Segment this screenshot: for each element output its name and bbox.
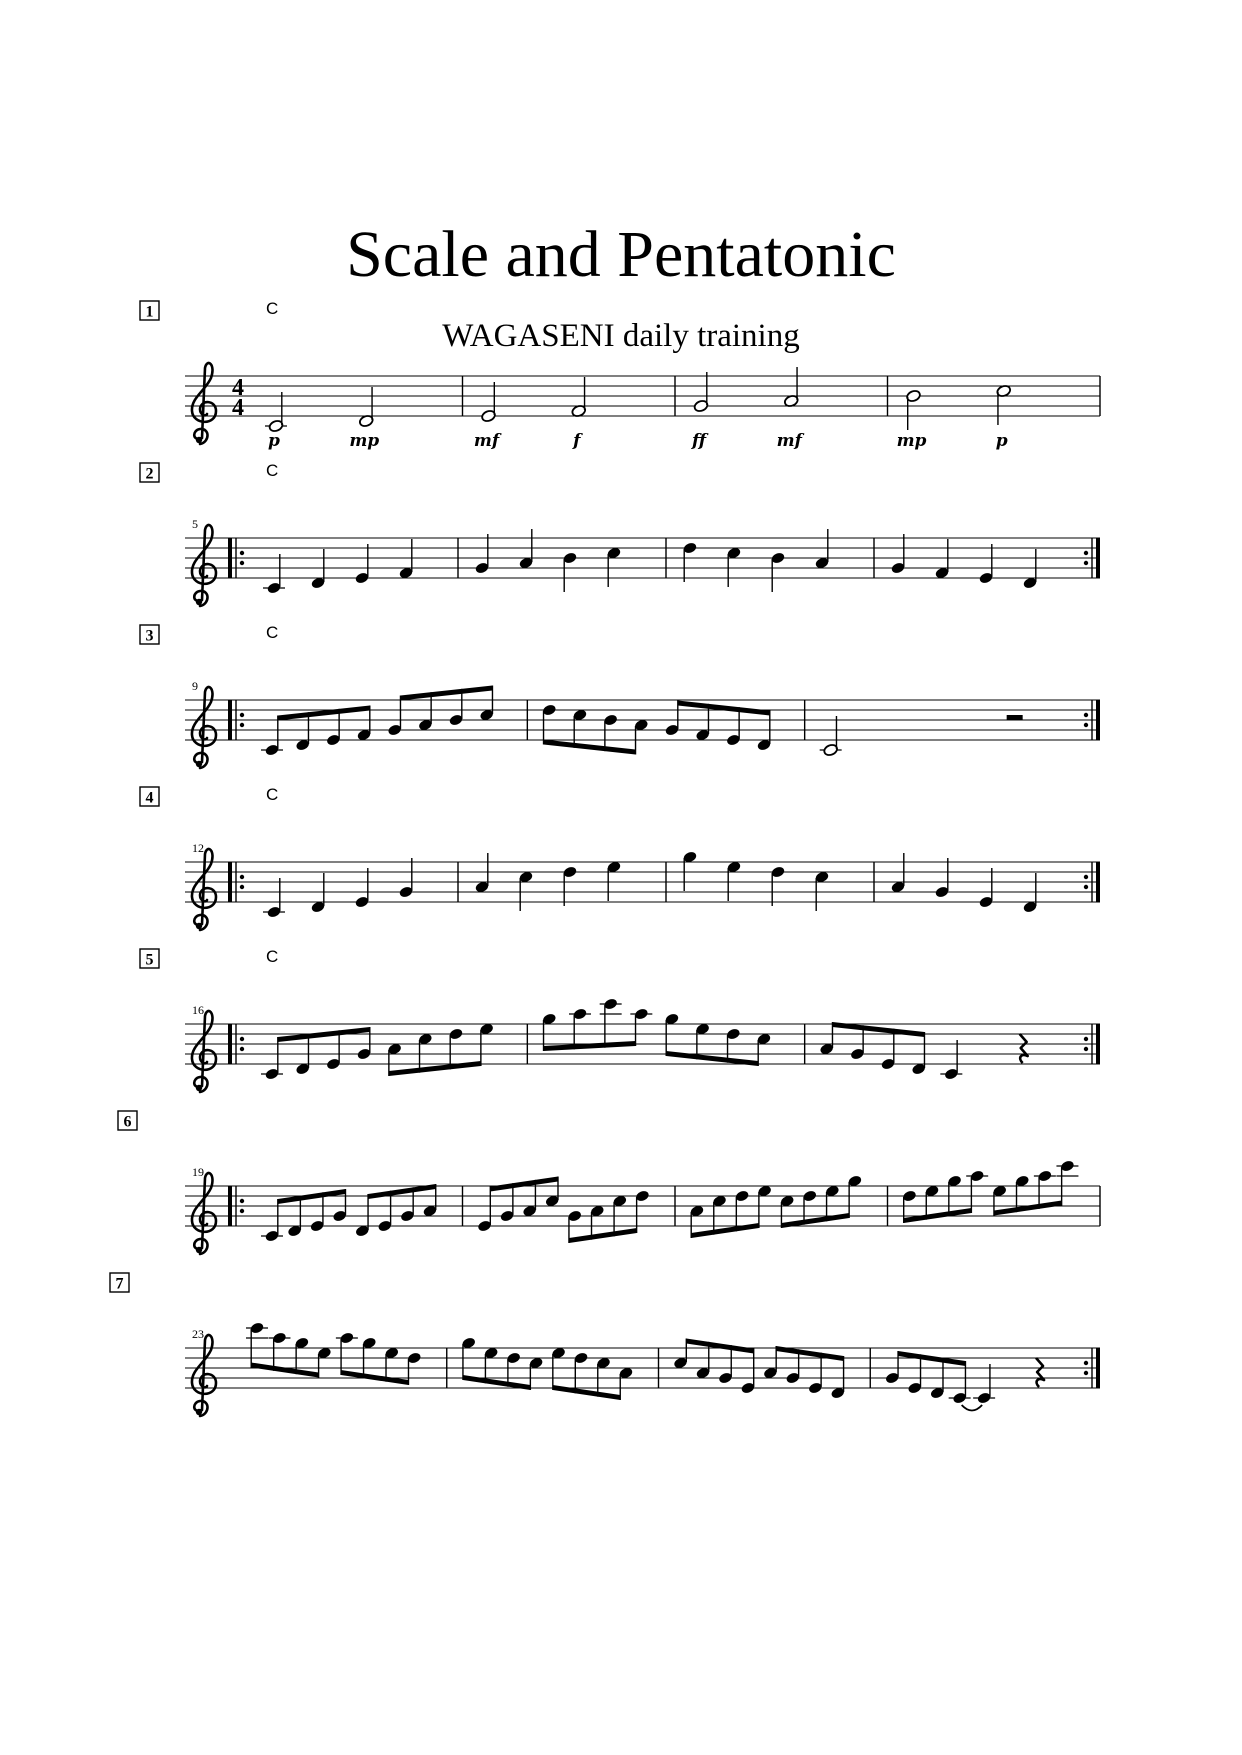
chord-symbol: C xyxy=(266,623,279,642)
time-signature-top: 4 xyxy=(232,375,244,401)
beam xyxy=(686,1339,753,1354)
rehearsal-number: 6 xyxy=(123,1113,132,1131)
dynamic-p: p xyxy=(995,431,1008,451)
treble-clef-icon xyxy=(192,1335,216,1416)
rehearsal-number: 5 xyxy=(145,951,154,969)
measure-number: 16 xyxy=(192,1003,204,1017)
repeat-dot xyxy=(240,885,244,889)
staff xyxy=(185,376,1100,416)
rehearsal-number: 2 xyxy=(145,465,154,483)
rehearsal-number: 7 xyxy=(115,1275,124,1293)
measure-number: 19 xyxy=(192,1165,204,1179)
tie xyxy=(962,1405,982,1411)
repeat-end-thick-bar xyxy=(1096,862,1100,902)
beam xyxy=(553,1385,620,1400)
repeat-start-thick-bar xyxy=(228,538,232,578)
repeat-dot xyxy=(1084,561,1088,565)
time-signature-bottom: 4 xyxy=(232,395,244,421)
treble-clef-icon xyxy=(192,363,216,444)
repeat-start-thick-bar xyxy=(228,1186,232,1226)
treble-clef-icon xyxy=(192,1173,216,1254)
beam xyxy=(544,740,636,755)
repeat-start-thick-bar xyxy=(228,862,232,902)
repeat-dot xyxy=(240,1199,244,1203)
quarter-rest xyxy=(1036,1358,1044,1387)
beam xyxy=(251,1363,318,1378)
repeat-dot xyxy=(240,713,244,717)
repeat-dot xyxy=(1084,875,1088,879)
staff xyxy=(185,1024,1100,1064)
chord-symbol: C xyxy=(266,461,279,480)
beam xyxy=(389,1061,481,1076)
dynamic-ff: ff xyxy=(691,431,707,451)
dynamic-mf: mf xyxy=(473,431,500,451)
measure-number: 23 xyxy=(192,1327,204,1341)
dynamic-f: f xyxy=(573,431,581,451)
repeat-dot xyxy=(1084,551,1088,555)
beam xyxy=(691,1223,759,1238)
dynamic-p: p xyxy=(268,431,280,451)
dynamic-mp: mp xyxy=(896,431,927,451)
repeat-dot xyxy=(240,561,244,565)
chord-symbol: C xyxy=(266,947,279,966)
rehearsal-number: 1 xyxy=(145,303,154,321)
beam xyxy=(994,1201,1062,1216)
repeat-dot xyxy=(240,1209,244,1213)
repeat-dot xyxy=(240,875,244,879)
repeat-dot xyxy=(1084,1361,1088,1365)
half-rest xyxy=(1007,715,1023,720)
rehearsal-number: 3 xyxy=(145,627,154,645)
measure-number: 9 xyxy=(192,679,198,693)
beam xyxy=(490,1177,558,1192)
repeat-dot xyxy=(1084,1047,1088,1051)
repeat-dot xyxy=(240,723,244,727)
chord-symbol: C xyxy=(266,299,279,318)
repeat-dot xyxy=(1084,723,1088,727)
repeat-dot xyxy=(1084,1037,1088,1041)
treble-clef-icon xyxy=(192,1011,216,1092)
staff xyxy=(185,538,1100,578)
repeat-dot xyxy=(240,1047,244,1051)
repeat-end-thick-bar xyxy=(1096,538,1100,578)
quarter-rest xyxy=(1020,1034,1028,1063)
repeat-dot xyxy=(1084,713,1088,717)
beam xyxy=(400,686,492,701)
repeat-start-thick-bar xyxy=(228,1024,232,1064)
beam xyxy=(678,701,770,716)
repeat-dot xyxy=(240,551,244,555)
treble-clef-icon xyxy=(192,525,216,606)
treble-clef-icon xyxy=(192,687,216,768)
staff xyxy=(185,862,1100,902)
repeat-dot xyxy=(1084,885,1088,889)
score-title: Scale and Pentatonic xyxy=(346,218,896,291)
staff xyxy=(185,700,1100,740)
treble-clef-icon xyxy=(192,849,216,930)
beam xyxy=(278,706,370,721)
repeat-start-thick-bar xyxy=(228,700,232,740)
beam xyxy=(544,1041,636,1051)
measure-number: 12 xyxy=(192,841,204,855)
dynamic-mp: mp xyxy=(349,431,380,451)
rehearsal-number: 4 xyxy=(145,789,154,807)
dynamic-mf: mf xyxy=(776,431,802,451)
repeat-end-thick-bar xyxy=(1096,700,1100,740)
repeat-end-thick-bar xyxy=(1096,1348,1100,1388)
beam xyxy=(569,1228,637,1243)
measure-number: 5 xyxy=(192,517,198,531)
repeat-dot xyxy=(240,1037,244,1041)
score-subtitle: WAGASENI daily training xyxy=(442,318,800,354)
repeat-dot xyxy=(1084,1371,1088,1375)
chord-symbol: C xyxy=(266,785,279,804)
repeat-end-thick-bar xyxy=(1096,1024,1100,1064)
